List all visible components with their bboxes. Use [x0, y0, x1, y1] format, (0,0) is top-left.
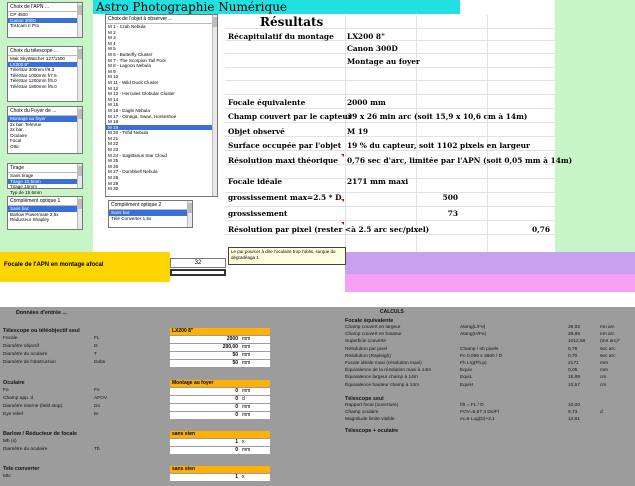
scrollbar[interactable]: [187, 201, 192, 227]
result-value: 0,76 sec d'arc, limitée par l'APN (soit 0,05 mm à 14m): [347, 156, 573, 165]
list-item[interactable]: M 5: [108, 46, 116, 52]
calc-label: Résolution (Rayleigh): [345, 353, 391, 359]
scrollbar[interactable]: [77, 107, 82, 153]
calc-formula: m=5 Log(D)+2,1: [460, 417, 495, 423]
value-number: 200,00: [222, 344, 238, 350]
input-symbol: Er: [94, 412, 99, 417]
comment-marker: [341, 222, 344, 225]
scrollbar[interactable]: [77, 197, 82, 229]
scrollbar[interactable]: [77, 164, 82, 188]
list-item[interactable]: M 20 - Trifid Nebula: [108, 130, 149, 136]
list-item[interactable]: M 16 - Eagle Nebula: [108, 107, 150, 113]
section-header: Oculaire: [3, 380, 25, 386]
list-item[interactable]: Réducteur Shapley: [10, 217, 50, 223]
input-value[interactable]: [170, 474, 270, 481]
input-value[interactable]: [170, 344, 270, 351]
list-item[interactable]: M 2: [108, 29, 116, 35]
result-label: Récapitulatif du montage: [228, 32, 334, 41]
calc-value: 1012,56: [568, 339, 586, 345]
calc-value: 39,02: [568, 325, 581, 330]
value-number: 0: [235, 404, 238, 410]
list-item[interactable]: M 29: [108, 180, 119, 186]
input-value[interactable]: [170, 388, 270, 395]
list-item[interactable]: M 7 - The Scorpion Tail Pool: [108, 57, 166, 63]
list-item[interactable]: Focal: [10, 138, 22, 144]
spacer-strip: [0, 292, 635, 307]
scrollbar[interactable]: [77, 3, 82, 37]
value-number: 50: [232, 352, 238, 358]
calc-header: Télescope + oculaire: [345, 428, 399, 435]
value-unit: mm: [242, 388, 251, 394]
list-item[interactable]: Sans tirage: [10, 173, 34, 178]
complement1-list[interactable]: [7, 196, 83, 230]
scrollbar[interactable]: [212, 15, 217, 196]
input-value[interactable]: [170, 404, 270, 411]
value-number: 0: [235, 447, 238, 453]
calc-value: 10,00: [568, 402, 581, 408]
list-item[interactable]: M 22: [108, 141, 119, 147]
list-item[interactable]: M 25: [108, 158, 119, 164]
list-item[interactable]: 2x bar. TeleVue: [10, 121, 42, 127]
result-value: Montage au foyer: [347, 57, 420, 66]
value-unit: d: [242, 396, 245, 402]
cell-comment-tooltip: Le pur pourcer à dire l'oculaire trop l'oblis, surque du dégradéaga 1: [228, 247, 346, 265]
calc-header: Télescope seul: [345, 395, 384, 402]
calc-unit: (mn arc)²: [600, 339, 620, 345]
calc-unit: sec arc: [600, 353, 616, 359]
list-title: Choix de l'APN ...: [8, 3, 82, 12]
input-symbol: Do: [94, 404, 101, 409]
value-unit: x: [242, 439, 245, 445]
list-item[interactable]: M 4: [108, 40, 116, 46]
section-header: Tele converter: [3, 466, 40, 472]
input-label: Focale: [3, 336, 18, 341]
list-item[interactable]: Typ de 15 6mm: [10, 189, 42, 195]
input-label: Champ app. d: [3, 396, 34, 401]
calc-unit: mm: [600, 368, 608, 374]
result-label: Résolution par pixel (rester <à 2.5 arc sec/pixel): [228, 225, 430, 234]
result-value: 2000 mm: [347, 98, 386, 107]
list-item[interactable]: M 1 - Crab Nebula: [108, 24, 146, 29]
value-unit: mm: [242, 344, 251, 350]
input-value[interactable]: [170, 439, 270, 446]
input-symbol: AFOV: [94, 396, 108, 401]
result-value: 39 x 26 min arc (soit 15,9 x 10,6 cm à 14m): [347, 112, 528, 121]
calc-formula: Fh Lrg(Fh.p): [460, 361, 487, 366]
calc-label: Équivalence hauteur champ à 14m: [345, 382, 420, 388]
purple-block: [345, 252, 635, 274]
calc-title: CALCULS: [380, 309, 404, 315]
calc-value: 10,57: [568, 382, 581, 388]
list-title: Tirage: [8, 164, 82, 173]
value-number: 0: [235, 388, 238, 394]
input-label: Diamètre du oculaire: [3, 352, 48, 357]
calc-value: 0,05: [568, 368, 578, 374]
calc-unit: mn arc: [600, 325, 615, 330]
calc-value: 0,70: [568, 353, 578, 359]
value-number: 1: [235, 474, 238, 480]
list-item[interactable]: M 9: [108, 68, 116, 74]
list-item[interactable]: TéléStar 1200mm f/5.0: [10, 78, 57, 84]
list-item[interactable]: Mak SkyWatcher 127/1500: [10, 56, 65, 61]
input-value[interactable]: [170, 412, 270, 419]
result-label: Focale équivalente: [228, 98, 306, 107]
list-item[interactable]: M 26: [108, 163, 119, 169]
result-label: grossissement max=2.5 * D: [228, 193, 342, 202]
input-label: Diamètre du oculaire: [3, 447, 48, 452]
calc-label: Équivalence largeur champ à 14m: [345, 375, 418, 381]
input-label: Mtc: [3, 474, 11, 479]
input-symbol: D: [94, 344, 98, 349]
calc-formula: Equiv: [460, 368, 472, 374]
result-value: 2171 mm maxi: [347, 177, 409, 186]
pink-block: [345, 274, 635, 292]
calc-unit: d: [600, 410, 603, 415]
apn-list[interactable]: [7, 2, 83, 38]
calc-label: Focale idéale maxi (résolution maxi): [345, 361, 422, 366]
calc-label: Champ couvert en largeur: [345, 325, 401, 330]
calc-formula: Atang(H/Fe): [460, 332, 487, 338]
input-symbol: Dobs: [94, 360, 106, 365]
list-item[interactable]: Télé Converter 1,5x: [111, 215, 152, 221]
list-item[interactable]: M 21: [108, 135, 119, 141]
list-item[interactable]: M 11 - Wild Duck Cluster: [108, 79, 159, 85]
results-title: Résultats: [260, 15, 324, 29]
input-symbol: Fo: [94, 388, 100, 393]
list-item[interactable]: M 10: [108, 74, 119, 80]
result-value: LX200 8": [347, 32, 385, 41]
input-value[interactable]: [170, 396, 270, 403]
calc-formula: f/8 = FL / D: [460, 402, 484, 408]
value-unit: x: [242, 474, 245, 480]
calc-label: Résolution par pixel: [345, 346, 388, 352]
result-label: grossissement: [228, 209, 288, 218]
calc-formula: Atang(L/Fe): [460, 325, 486, 330]
result-label: Focale idéale: [228, 177, 283, 186]
section-value: LX200 8": [170, 328, 270, 335]
calc-label: Rapport focal (ouverture): [345, 402, 399, 408]
input-label: Diamètre objectif: [3, 344, 39, 349]
value-number: 0: [235, 412, 238, 418]
calc-label: Magnitude limite visible: [345, 417, 395, 423]
comment-marker: [341, 154, 344, 157]
foyer-list[interactable]: [7, 106, 83, 154]
list-item[interactable]: M 23: [108, 147, 119, 153]
calc-label: Champ oculaire: [345, 410, 379, 415]
list-title: Choix du Foyer de ...: [8, 107, 82, 116]
calc-formula: EquiL: [460, 375, 473, 381]
input-label: Fo: [3, 388, 9, 393]
result-value: 19 % du capteur, soit 1102 pixels en largeur: [347, 141, 530, 150]
list-item[interactable]: M 13 - Hercules Globular Cluster: [108, 91, 175, 97]
calc-value: 0,76: [568, 346, 578, 352]
value-unit: mm: [242, 352, 251, 358]
list-title: Complément optique 1: [8, 197, 82, 206]
section-value: sans sten: [170, 431, 270, 438]
list-item[interactable]: M 17 - Omega, Swan, Horseshoe: [108, 113, 177, 119]
result-value: 500: [442, 193, 458, 202]
value-unit: mm: [242, 404, 251, 410]
calc-unit: mn arc: [600, 332, 615, 338]
list-item[interactable]: M 15: [108, 102, 119, 108]
list-item[interactable]: Sans bar.: [8, 206, 82, 212]
calc-formula: Champ / nb pixels: [460, 346, 499, 352]
list-item[interactable]: TéléStar 1000mm f/7.5: [10, 72, 57, 78]
calc-formula: FOV=5,57 3 Do/Fl: [460, 410, 499, 415]
input-label: Mb (x): [3, 439, 17, 444]
input-symbol: T: [94, 352, 97, 357]
calc-formula: EquiH: [460, 382, 474, 388]
result-label: Champ couvert par le capteur: [228, 112, 352, 121]
list-title: Complément optique 2: [109, 201, 192, 210]
focal-input[interactable]: 32: [170, 258, 226, 268]
calc-value: 9,73: [568, 410, 578, 415]
list-item[interactable]: TéléStar 300mm f/6.3: [10, 67, 55, 73]
input-symbol: FL: [94, 336, 100, 341]
result-value: 73: [447, 209, 458, 218]
section-header: Barlow / Réducteur de focale: [3, 431, 77, 437]
value-unit: mm: [242, 336, 251, 342]
list-item[interactable]: ToUcam II Pro: [10, 23, 40, 29]
calc-value: 12,61: [568, 417, 581, 423]
list-item[interactable]: Tirage 15mm: [10, 184, 37, 190]
section-value: Montage au foyer: [170, 380, 270, 387]
value-number: 50: [232, 360, 238, 366]
calc-unit: cm: [600, 382, 607, 388]
list-item[interactable]: TéléStar 1800mm f/5.0: [10, 83, 57, 89]
list-item[interactable]: M 8 - Lagoon Nebula: [108, 63, 151, 69]
result-label: Surface occupée par l'objet: [228, 141, 342, 150]
list-item[interactable]: M 24 - Sagittarius Star Cloud: [108, 152, 167, 158]
calc-label: Superficie couverte: [345, 339, 387, 345]
calc-unit: sec arc: [600, 346, 616, 352]
result-value: M 19: [347, 127, 369, 136]
input-value[interactable]: [170, 352, 270, 359]
result-value: Canon 300D: [347, 44, 398, 53]
list-item[interactable]: M 28: [108, 175, 119, 181]
list-item[interactable]: LX200 8": [8, 62, 82, 68]
list-item[interactable]: Canon 300D: [8, 18, 82, 24]
scrollbar[interactable]: [77, 47, 82, 101]
list-item[interactable]: 3x bar.: [10, 127, 24, 133]
comment-marker: [341, 199, 344, 202]
focal-label: Focale de l'APN en montage afocal: [4, 262, 104, 268]
input-value[interactable]: [170, 336, 270, 343]
list-item[interactable]: M 6 - Butterfly Cluster: [108, 51, 153, 57]
list-title: Choix du télescope ...: [8, 47, 82, 56]
list-item[interactable]: Barlow Powermate 2,5x: [10, 211, 59, 217]
value-unit: mm: [242, 360, 251, 366]
value-unit: mm: [242, 412, 251, 418]
section-header: Télescope ou téléobjectif seul: [3, 328, 80, 334]
list-item[interactable]: Sans bar.: [109, 210, 192, 216]
value-unit: mm: [242, 447, 251, 453]
list-item[interactable]: M 18: [108, 119, 119, 125]
calc-formula: Fn 0,059 x 3600 / D: [460, 353, 503, 359]
list-item[interactable]: Tirage 10,5mm: [8, 179, 82, 185]
result-value: 0,76: [531, 225, 550, 234]
input-label: Diamètre de l'obstruction: [3, 360, 56, 365]
list-item[interactable]: M 19: [106, 125, 217, 131]
list-item[interactable]: M 3: [108, 35, 116, 41]
list-item[interactable]: M 30: [108, 186, 119, 192]
object-list[interactable]: [105, 14, 218, 197]
calc-header: Focale équivalente: [345, 318, 394, 324]
data-title: Données d'entrée ...: [16, 310, 68, 316]
list-item[interactable]: Oculaire: [10, 132, 28, 138]
value-number: 0: [235, 396, 238, 402]
calc-unit: cm: [600, 375, 607, 381]
input-label: Diamètre interne (field stop): [3, 404, 63, 409]
result-label: Objet observé: [228, 127, 285, 136]
right-green-area: [555, 0, 635, 252]
input-value[interactable]: [170, 360, 270, 367]
list-item[interactable]: M 27 - Dumbbell Nebula: [108, 169, 158, 175]
list-title: Choix de l'objet à observer ...: [106, 15, 217, 24]
telescope-list[interactable]: [7, 46, 83, 102]
calc-value: 25,95: [568, 332, 581, 338]
tirage-list[interactable]: [7, 163, 83, 195]
section-value: sans sten: [170, 466, 270, 473]
result-label: Résolution maxi théorique: [228, 156, 338, 165]
input-label: Eye relief: [3, 412, 23, 417]
input-symbol: Tb: [94, 447, 100, 452]
list-item[interactable]: Montage au foyer: [8, 116, 82, 122]
list-item[interactable]: M 12: [108, 85, 119, 91]
calc-value: 15,89: [568, 375, 581, 381]
list-item[interactable]: CP 4500: [10, 12, 28, 17]
app-title: Astro Photographie Numérique: [96, 0, 288, 14]
list-item[interactable]: M 14: [108, 96, 119, 102]
complement2-list[interactable]: [108, 200, 193, 228]
calc-unit: mm: [600, 361, 608, 366]
calc-value: 2171: [568, 361, 579, 366]
focal-selected-cell[interactable]: [170, 269, 226, 276]
calc-label: Équivalence de la résolution maxi à 14m: [345, 368, 432, 374]
calc-label: Champ couvert en hauteur: [345, 332, 402, 338]
input-value[interactable]: [170, 447, 270, 454]
list-item[interactable]: Ottic: [10, 143, 20, 149]
value-number: 2000: [226, 336, 238, 342]
value-number: 1: [235, 439, 238, 445]
